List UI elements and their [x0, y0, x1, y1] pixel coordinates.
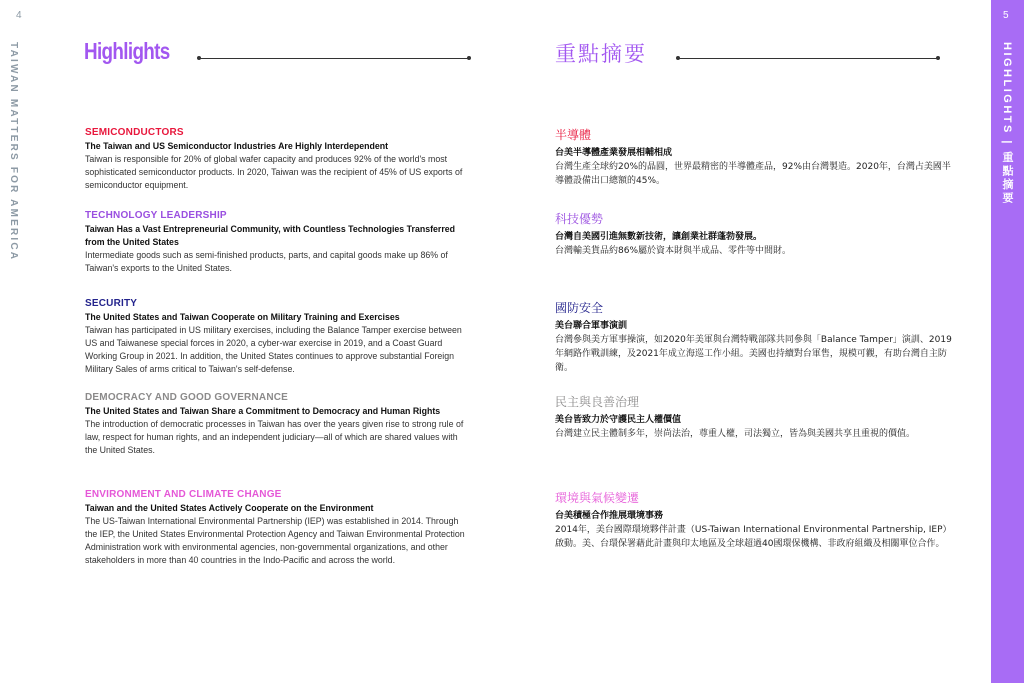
- section-environment-zh: [555, 489, 955, 551]
- section-technology-en: [85, 210, 470, 275]
- section-democracy-en: [85, 392, 470, 457]
- section-heading: 國防安全: [555, 301, 604, 315]
- running-title-right: HIGHLIGHTS | 重點摘要: [1001, 42, 1013, 206]
- section-subheading: 美台皆致力於守護民主人權價值: [555, 415, 682, 425]
- section-security-en: [85, 298, 470, 376]
- section-heading: SEMICONDUCTORS: [85, 127, 184, 138]
- section-subheading: Taiwan and the United States Actively Cooperate on the Environment: [85, 503, 374, 513]
- section-heading: 民主與良善治理: [555, 395, 640, 409]
- section-subheading: 台美半導體產業發展相輔相成: [555, 148, 673, 158]
- section-body: The introduction of democratic processes in Taiwan has over the years given rise to strong rule of law, respect for human rights, and an independent judiciary—all of which are shared values with the United States.: [85, 419, 464, 455]
- section-heading: DEMOCRACY AND GOOD GOVERNANCE: [85, 392, 289, 403]
- section-subheading: 台美積極合作推展環境事務: [555, 511, 664, 521]
- section-semiconductors-zh: [555, 126, 955, 188]
- section-heading: TECHNOLOGY LEADERSHIP: [85, 210, 227, 221]
- section-body: Taiwan has participated in US military exercises, including the Balance Tamper exercise between US and Taiwanese special forces in 2020, a cyber-war exercise in 2019, and a Coast Guard Working Group in 2021. In addition, the United States continues to approve substantial Foreign Military Sales of arms critical to Taiwan's self-defense.: [85, 325, 462, 374]
- section-body: Taiwan is responsible for 20% of global wafer capacity and produces 92% of the world's most sophisticated semiconductor products. In 2020, Taiwan was the recipient of 45% of US exports of semiconductor equipment.: [85, 154, 463, 190]
- section-body: 台灣參與美方軍事操演，如2020年美軍與台灣特戰部隊共同參與「Balance Tamper」演訓、2019年網路作戰訓練，及2021年成立海巡工作小組。美國也持續對台軍售，規模可觀，有助台灣自主防衛。: [555, 335, 952, 373]
- page-number-left: 4: [16, 10, 22, 21]
- section-heading: 環境與氣候變遷: [555, 491, 640, 505]
- running-title-left: TAIWAN MATTERS FOR AMERICA: [8, 42, 19, 262]
- page-number-right: 5: [1003, 10, 1009, 21]
- section-subheading: Taiwan Has a Vast Entrepreneurial Community, with Countless Technologies Transferred from the United States: [85, 224, 456, 247]
- section-subheading: The United States and Taiwan Share a Commitment to Democracy and Human Rights: [85, 406, 441, 416]
- section-heading: 半導體: [555, 128, 592, 142]
- section-subheading: The United States and Taiwan Cooperate on Military Training and Exercises: [85, 312, 400, 322]
- section-body: The US-Taiwan International Environmental Partnership (IEP) was established in 2014. Through the IEP, the United States Environmental Protection Agency and Taiwan Environmental Protection Administration work with environmental agencies, non-governmental organizations, and other stakeholders in more than 40 countries in the Indo-Pacific and across the world.: [85, 516, 465, 565]
- section-body: 台灣建立民主體制多年，崇尚法治，尊重人權，司法獨立，皆為與美國共享且重視的價值。: [555, 429, 916, 439]
- title-rule-en: [199, 58, 469, 59]
- section-heading: ENVIRONMENT AND CLIMATE CHANGE: [85, 489, 282, 500]
- section-heading: SECURITY: [85, 298, 138, 309]
- section-technology-zh: [555, 210, 955, 258]
- section-subheading: 台灣自美國引進無數新技術，讓創業社群蓬勃發展。: [555, 232, 763, 242]
- section-body: 2014年，美台國際環境夥伴計畫（US-Taiwan International Environmental Partnership, IEP）啟動。美、台環保署藉此計畫與印太地區及全球超過40國環保機構、非政府組織及相關單位合作。: [555, 525, 952, 549]
- section-subheading: The Taiwan and US Semiconductor Industries Are Highly Interdependent: [85, 141, 389, 151]
- section-subheading: 美台聯合軍事演訓: [555, 321, 628, 331]
- section-heading: 科技優勢: [555, 212, 604, 226]
- section-democracy-zh: [555, 393, 955, 441]
- section-semiconductors-en: [85, 127, 470, 192]
- section-body: 台灣輸美貨品約86%屬於資本財與半成品、零件等中間財。: [555, 246, 792, 256]
- page-title-zh: 重點摘要: [555, 42, 647, 66]
- section-body: Intermediate goods such as semi-finished products, parts, and capital goods make up 86% of Taiwan's exports to the United States.: [85, 250, 448, 273]
- page-title-en: Highlights: [84, 38, 170, 64]
- section-environment-en: [85, 489, 470, 567]
- section-security-zh: [555, 299, 955, 375]
- title-rule-zh: [678, 58, 938, 59]
- section-body: 台灣生產全球約20%的晶圓，世界最精密的半導體產品，92%由台灣製造。2020年，台灣占美國半導體設備出口總額的45%。: [555, 162, 951, 186]
